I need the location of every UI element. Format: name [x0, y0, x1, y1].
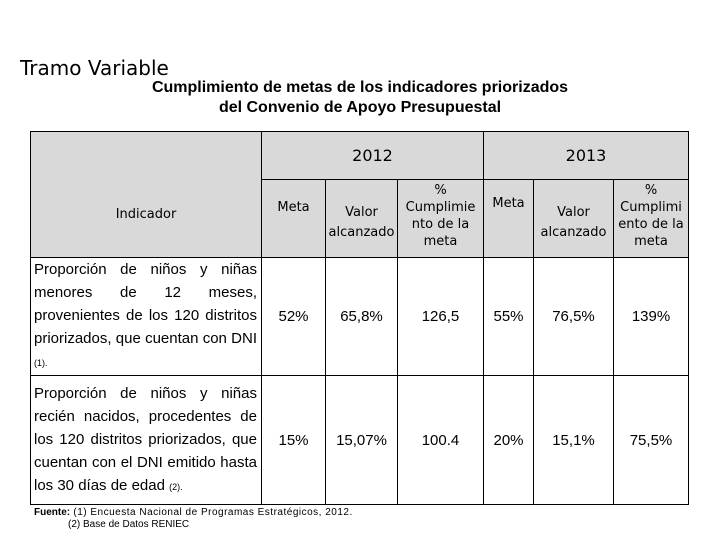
table-row	[31, 376, 689, 505]
year-2012-header: 2012	[262, 132, 484, 180]
title-line-1: Cumplimiento de metas de los indicadores priorizados	[151, 79, 569, 96]
year-2013-header: 2013	[484, 132, 689, 180]
valor-2013-cell: 15,1%	[534, 376, 614, 505]
year-header-row	[31, 132, 689, 180]
valor-2012-cell: 65,8%	[326, 258, 398, 376]
cumplimiento-2012-cell: 100.4	[398, 376, 484, 505]
source-line-2: (2) Base de Datos RENIEC	[68, 519, 190, 530]
valor-2012-header: Valor alcanzado	[326, 180, 398, 258]
cumplimiento-2012-cell: 126,5	[398, 258, 484, 376]
meta-2012-cell: 15%	[262, 376, 326, 505]
source-line-1: (1) Encuesta Nacional de Programas Estratégicos, 2012.	[70, 507, 353, 518]
meta-2012-header: Meta	[262, 180, 326, 258]
cumplimiento-2012-header: % Cumplimie nto de la meta	[398, 180, 484, 258]
meta-2012-cell: 52%	[262, 258, 326, 376]
valor-2012-cell: 15,07%	[326, 376, 398, 505]
cumplimiento-2013-cell: 139%	[614, 258, 689, 376]
cumplimiento-2013-cell: 75,5%	[614, 376, 689, 505]
meta-2013-header: Meta	[484, 180, 534, 258]
source-label: Fuente:	[34, 507, 71, 518]
valor-2013-cell: 76,5%	[534, 258, 614, 376]
title-line-2: del Convenio de Apoyo Presupuestal	[218, 99, 502, 116]
page-title	[100, 78, 620, 118]
table-row	[31, 258, 689, 376]
indicador-header: Indicador	[31, 132, 262, 258]
meta-2013-cell: 20%	[484, 376, 534, 505]
cumplimiento-2013-header: % Cumplimi ento de la meta	[614, 180, 689, 258]
valor-2013-header: Valor alcanzado	[534, 180, 614, 258]
indicators-table	[30, 131, 689, 505]
indicador-cell: Proporción de niños y niñas menores de 12 meses, provenientes de los 120 distritos priorizados, que cuentan con DNI (1).	[31, 258, 262, 376]
meta-2013-cell: 55%	[484, 258, 534, 376]
section-title: Tramo Variable	[20, 56, 169, 80]
source-note	[34, 507, 353, 531]
indicador-cell: Proporción de niños y niñas recién nacidos, procedentes de los 120 distritos priorizados, que cuentan con el DNI emitido hasta los 30 días de edad (2).	[31, 376, 262, 505]
